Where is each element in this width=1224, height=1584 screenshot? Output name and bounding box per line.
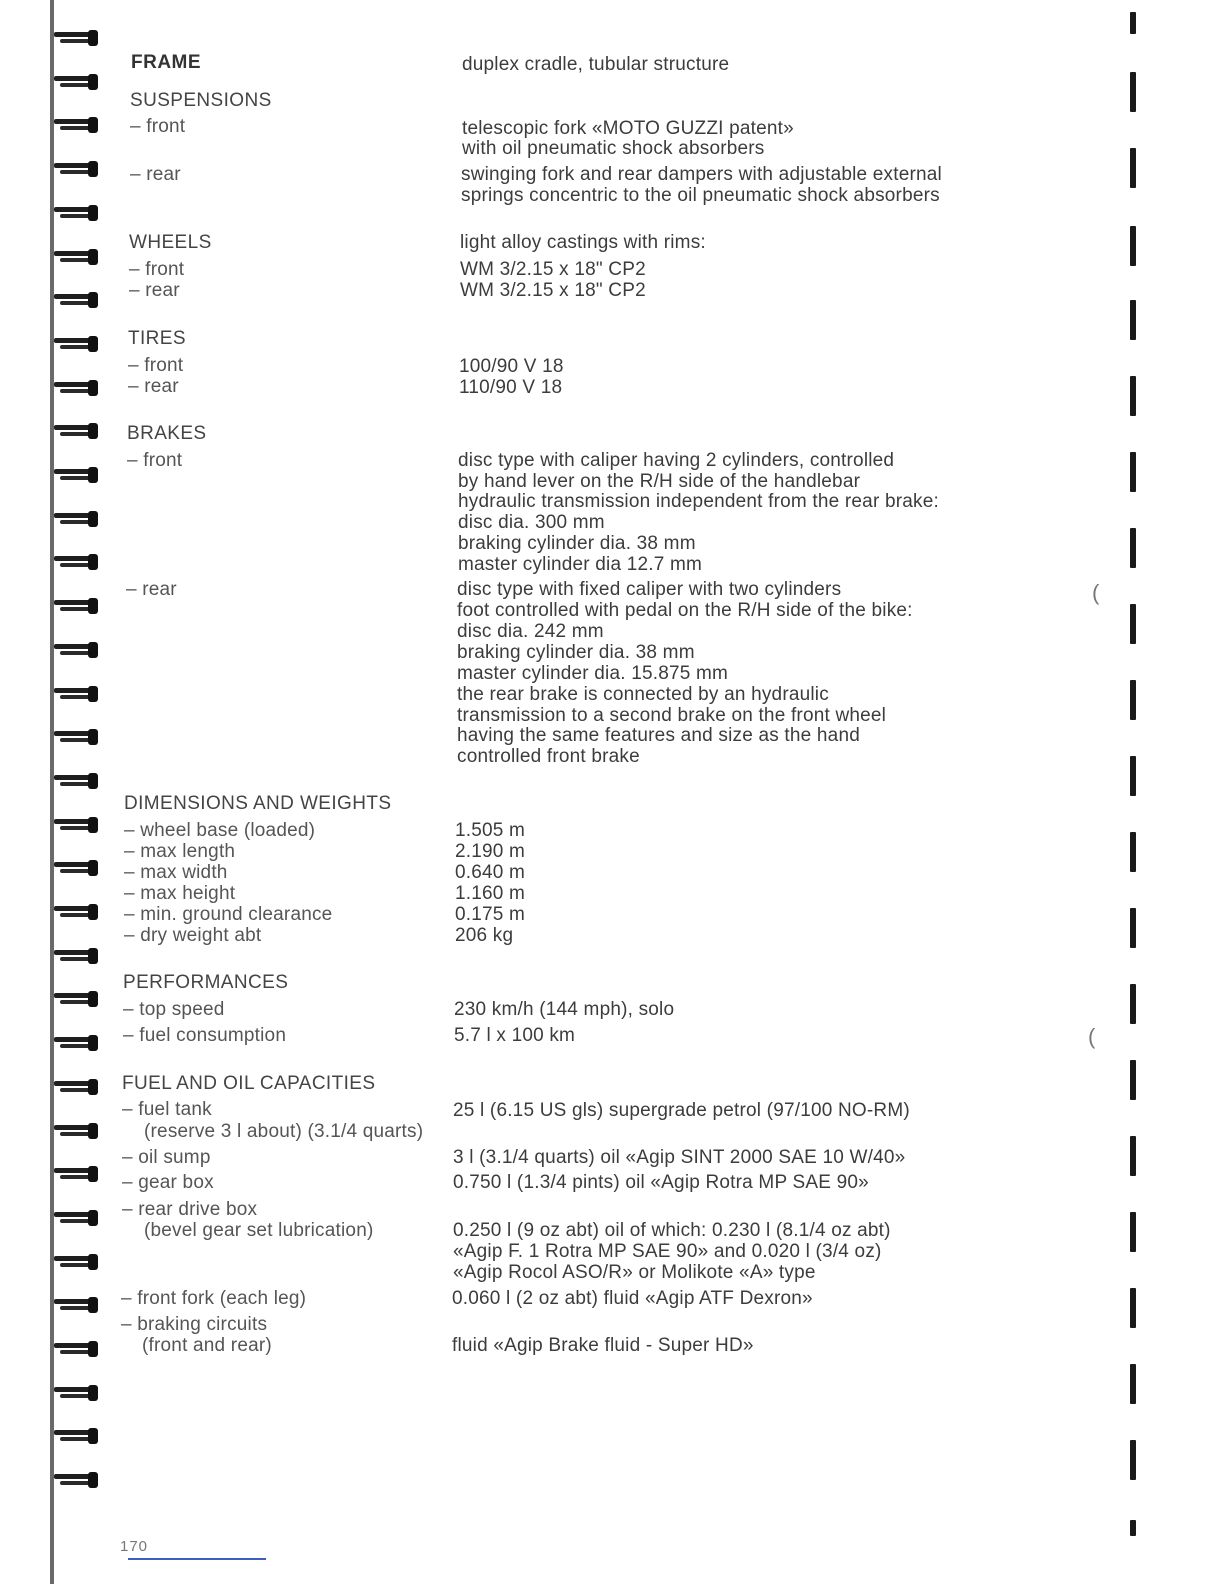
brakes-rear-line: transmission to a second brake on the front wheel <box>457 705 887 726</box>
binding-ring <box>54 199 98 225</box>
edge-mark <box>1130 72 1136 112</box>
edge-mark <box>1130 452 1136 492</box>
binding-ring <box>54 24 98 50</box>
binding-ring <box>54 592 98 618</box>
edge-mark <box>1130 1136 1136 1176</box>
edge-mark <box>1130 1440 1136 1480</box>
binding-ring <box>54 811 98 837</box>
dimensions-value: 2.190 m <box>455 841 526 862</box>
brakes-rear-line: having the same features and size as the hand <box>457 725 860 746</box>
binding-ring <box>54 1248 98 1274</box>
edge-mark <box>1130 1520 1136 1536</box>
brakes-heading: BRAKES <box>127 423 207 444</box>
dimensions-label: – max length <box>124 841 236 862</box>
binding-ring <box>54 1291 98 1317</box>
binding-ring <box>54 1073 98 1099</box>
edge-mark <box>1130 680 1136 720</box>
wheels-heading: WHEELS <box>129 232 212 253</box>
stray-mark: ( <box>1092 580 1100 605</box>
tires-rear-label: – rear <box>128 376 179 397</box>
dimensions-label: – max width <box>124 862 228 883</box>
suspensions-rear-label: – rear <box>130 164 181 185</box>
edge-mark <box>1130 376 1136 416</box>
performances-value: 5.7 l x 100 km <box>454 1025 576 1046</box>
frame-label: FRAME <box>131 52 202 73</box>
dimensions-value: 0.640 m <box>455 862 526 883</box>
edge-mark <box>1130 756 1136 796</box>
binding-ring <box>54 854 98 880</box>
braking-circuits-value: fluid «Agip Brake fluid - Super HD» <box>452 1335 754 1356</box>
edge-mark <box>1130 1060 1136 1100</box>
suspensions-heading: SUSPENSIONS <box>130 90 272 111</box>
binding-ring <box>54 1466 98 1492</box>
dimensions-label: – dry weight abt <box>124 925 262 946</box>
stray-mark: ( <box>1088 1024 1096 1049</box>
brakes-front-line: master cylinder dia 12.7 mm <box>458 554 703 575</box>
binding-ring <box>54 985 98 1011</box>
binding-ring <box>54 636 98 662</box>
tires-rear-value: 110/90 V 18 <box>459 377 563 398</box>
performances-label: – fuel consumption <box>123 1025 287 1046</box>
braking-circuits-label: – braking circuits <box>121 1314 268 1335</box>
suspensions-front-value: with oil pneumatic shock absorbers <box>462 138 765 159</box>
binding-ring <box>54 505 98 531</box>
binding-ring <box>54 1204 98 1230</box>
binding-ring <box>54 942 98 968</box>
oil-sump-label: – oil sump <box>122 1147 211 1168</box>
binding-ring <box>54 155 98 181</box>
fuel-tank-label: – fuel tank <box>122 1099 212 1120</box>
edge-mark <box>1130 1364 1136 1404</box>
brakes-front-label: – front <box>127 450 183 471</box>
frame-value: duplex cradle, tubular structure <box>462 54 730 75</box>
edge-mark <box>1130 832 1136 872</box>
dimensions-label: – wheel base (loaded) <box>124 820 316 841</box>
edge-mark <box>1130 148 1136 188</box>
fuel-tank-reserve: (reserve 3 l about) (3.1/4 quarts) <box>144 1121 424 1142</box>
binding-ring <box>54 1160 98 1186</box>
edge-mark <box>1130 1288 1136 1328</box>
suspensions-rear-value: swinging fork and rear dampers with adjustable external <box>461 164 942 185</box>
front-fork-label: – front fork (each leg) <box>121 1288 307 1309</box>
binding-ring <box>54 898 98 924</box>
binding-ring <box>54 243 98 269</box>
rear-drive-line: «Agip Rocol ASO/R» or Molikote «A» type <box>453 1262 816 1283</box>
wheels-front-label: – front <box>129 259 185 280</box>
tires-front-label: – front <box>128 355 184 376</box>
wheels-heading-value: light alloy castings with rims: <box>460 232 706 253</box>
rear-drive-sublabel: (bevel gear set lubrication) <box>144 1220 374 1241</box>
suspensions-front-value: telescopic fork «MOTO GUZZI patent» <box>462 118 794 139</box>
binding-ring <box>54 1029 98 1055</box>
edge-mark <box>1130 984 1136 1024</box>
binding-ring <box>54 1422 98 1448</box>
gear-box-label: – gear box <box>122 1172 214 1193</box>
brakes-front-line: hydraulic transmission independent from the rear brake: <box>458 491 939 512</box>
binding-ring <box>54 680 98 706</box>
binding-ring <box>54 548 98 574</box>
performances-heading: PERFORMANCES <box>123 972 289 993</box>
edge-mark <box>1130 12 1136 34</box>
binding-ring <box>54 111 98 137</box>
dimensions-value: 1.160 m <box>455 883 526 904</box>
binding-ring <box>54 330 98 356</box>
dimensions-heading: DIMENSIONS AND WEIGHTS <box>124 793 392 814</box>
binding-ring <box>54 1335 98 1361</box>
performances-value: 230 km/h (144 mph), solo <box>454 999 675 1020</box>
binding-ring <box>54 417 98 443</box>
brakes-front-line: braking cylinder dia. 38 mm <box>458 533 696 554</box>
front-fork-value: 0.060 l (2 oz abt) fluid «Agip ATF Dexron» <box>452 1288 813 1309</box>
brakes-rear-line: master cylinder dia. 15.875 mm <box>457 663 729 684</box>
binding-ring <box>54 723 98 749</box>
binding-ring <box>54 1379 98 1405</box>
brakes-rear-line: foot controlled with pedal on the R/H side of the bike: <box>457 600 913 621</box>
edge-mark <box>1130 528 1136 568</box>
brakes-rear-line: controlled front brake <box>457 746 640 767</box>
wheels-rear-label: – rear <box>129 280 180 301</box>
gear-box-value: 0.750 l (1.3/4 pints) oil «Agip Rotra MP SAE 90» <box>453 1172 869 1193</box>
wheels-front-value: WM 3/2.15 x 18" CP2 <box>460 259 646 280</box>
brakes-rear-line: disc type with fixed caliper with two cylinders <box>457 579 842 600</box>
brakes-rear-line: braking cylinder dia. 38 mm <box>457 642 695 663</box>
dimensions-value: 0.175 m <box>455 904 526 925</box>
brakes-rear-line: disc dia. 242 mm <box>457 621 604 642</box>
tires-front-value: 100/90 V 18 <box>459 356 564 377</box>
edge-mark <box>1130 1212 1136 1252</box>
page-number: 170 <box>120 1538 149 1555</box>
binding-ring <box>54 1117 98 1143</box>
edge-mark <box>1130 908 1136 948</box>
dimensions-label: – max height <box>124 883 236 904</box>
binding-ring <box>54 68 98 94</box>
binding-ring <box>54 286 98 312</box>
binding-ring <box>54 374 98 400</box>
suspensions-rear-value: springs concentric to the oil pneumatic shock absorbers <box>461 185 940 206</box>
rear-drive-label: – rear drive box <box>122 1199 258 1220</box>
oil-sump-value: 3 l (3.1/4 quarts) oil «Agip SINT 2000 SAE 10 W/40» <box>453 1147 906 1168</box>
dimensions-label: – min. ground clearance <box>124 904 333 925</box>
tires-heading: TIRES <box>128 328 186 349</box>
edge-mark <box>1130 604 1136 644</box>
edge-mark <box>1130 226 1136 266</box>
brakes-rear-line: the rear brake is connected by an hydraulic <box>457 684 829 705</box>
brakes-front-line: by hand lever on the R/H side of the handlebar <box>458 471 861 492</box>
wheels-rear-value: WM 3/2.15 x 18" CP2 <box>460 280 646 301</box>
footer-rule <box>128 1558 266 1560</box>
performances-label: – top speed <box>123 999 225 1020</box>
dimensions-value: 1.505 m <box>455 820 526 841</box>
braking-circuits-sublabel: (front and rear) <box>142 1335 272 1356</box>
brakes-front-line: disc type with caliper having 2 cylinders, controlled <box>458 450 895 471</box>
brakes-rear-label: – rear <box>126 579 177 600</box>
binding-ring <box>54 767 98 793</box>
brakes-front-line: disc dia. 300 mm <box>458 512 605 533</box>
rear-drive-line: 0.250 l (9 oz abt) oil of which: 0.230 l (8.1/4 oz abt) <box>453 1220 891 1241</box>
rear-drive-line: «Agip F. 1 Rotra MP SAE 90» and 0.020 l (3/4 oz) <box>453 1241 882 1262</box>
suspensions-front-label: – front <box>130 116 186 137</box>
binding-ring <box>54 461 98 487</box>
edge-mark <box>1130 300 1136 340</box>
capacities-heading: FUEL AND OIL CAPACITIES <box>122 1073 376 1094</box>
dimensions-value: 206 kg <box>455 925 514 946</box>
fuel-tank-value: 25 l (6.15 US gls) supergrade petrol (97/100 NO-RM) <box>453 1100 910 1121</box>
